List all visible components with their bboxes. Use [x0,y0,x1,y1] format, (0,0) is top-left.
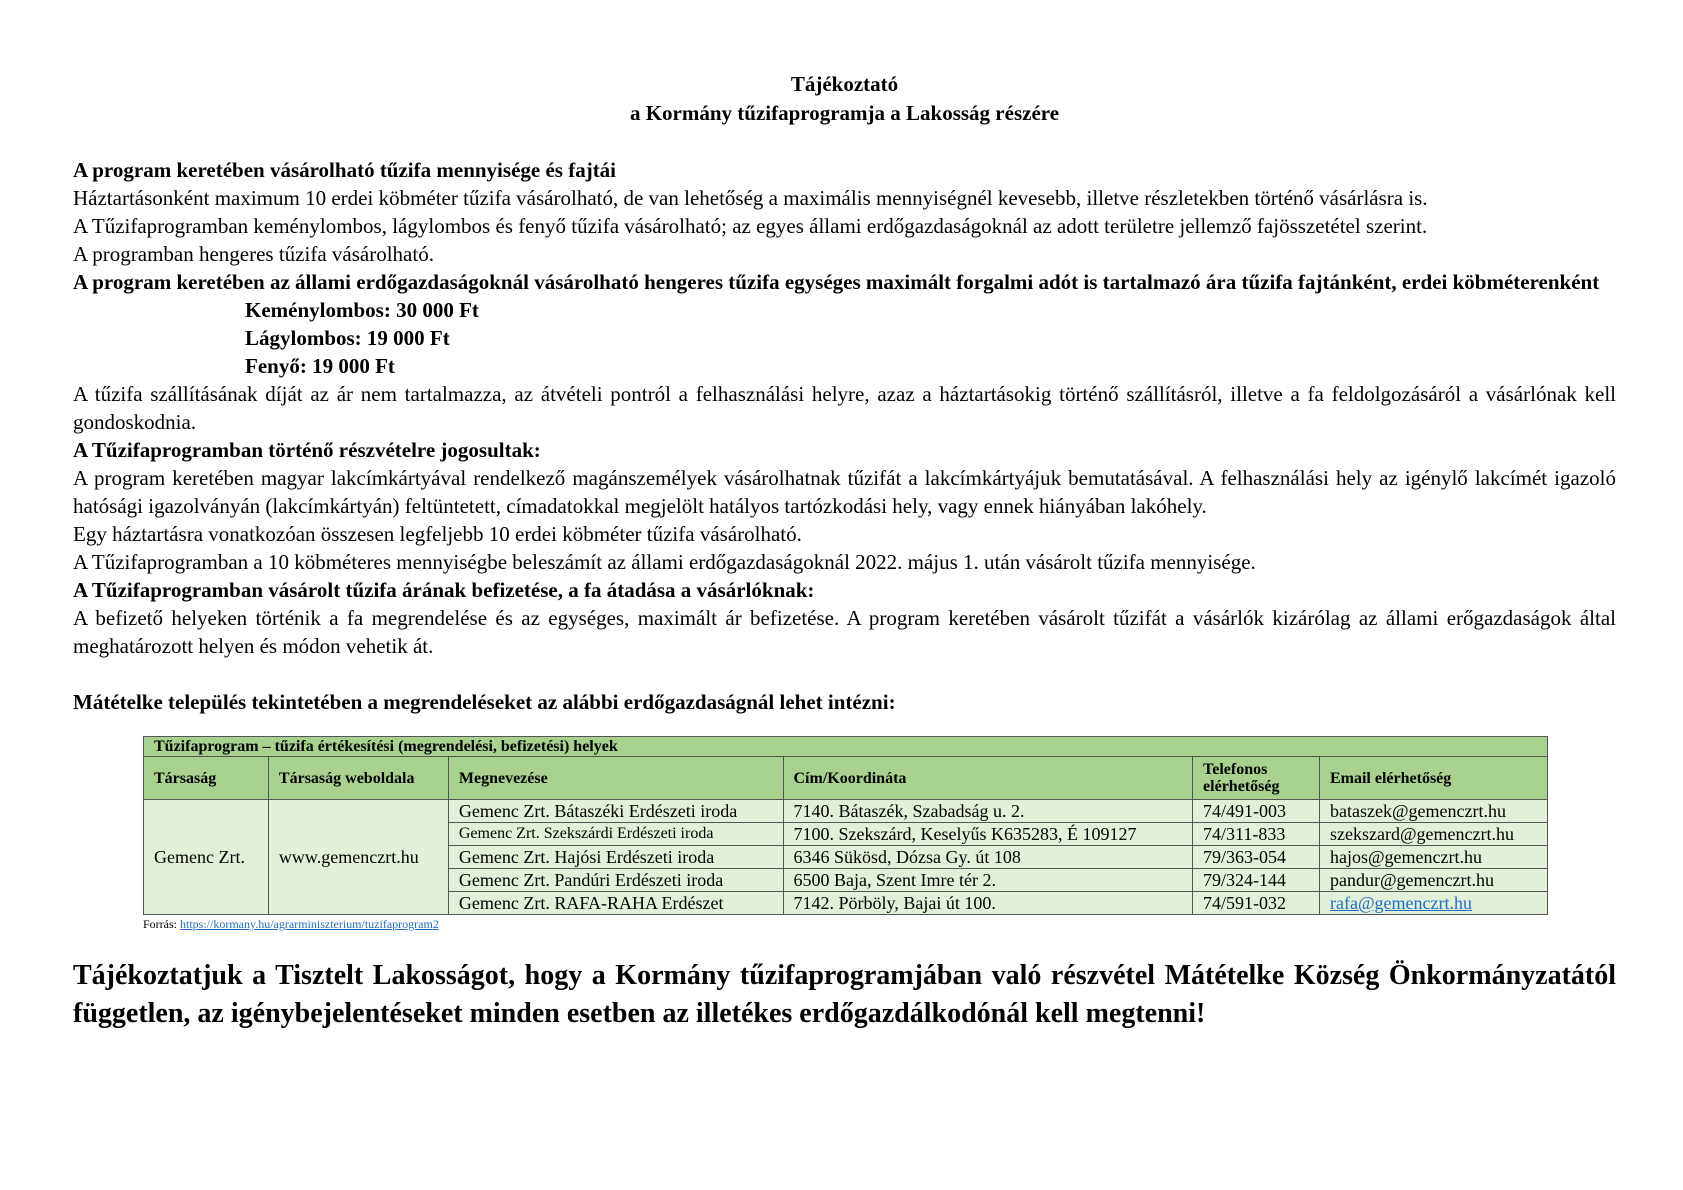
table-header: Cím/Koordináta [783,757,1193,800]
table-header: Társaság [144,757,269,800]
section4-paragraph: A befizető helyeken történik a fa megrendelése és az egységes, maximált ár befizetése. A program keretében vásárolt tűzifát a vásárlók kizárólag az állami erőgazdaságok által meghatározott helyen és módon vehetik át. [73,606,1616,658]
closing-notice: Tájékoztatjuk a Tisztelt Lakosságot, hogy a Kormány tűzifaprogramjában való részvétel Mátételke Község Önkormányzatától független, az igénybejelentéseket minden esetben az illetékes erdőgazdálkodónál kell megtenni! [73,960,1616,1029]
section3-heading: A Tűzifaprogramban történő részvételre jogosultak: [73,438,541,462]
phone-cell: 79/324-144 [1193,869,1320,892]
table-header: Telefonos elérhetőség [1193,757,1320,800]
table-header: Társaság weboldala [268,757,448,800]
price-item: Fenyő: 19 000 Ft [245,354,395,378]
address-cell: 7142. Pörböly, Bajai út 100. [783,892,1193,915]
address-cell: 7140. Bátaszék, Szabadság u. 2. [783,800,1193,823]
section3-paragraph: A program keretében magyar lakcímkártyával rendelkező magánszemélyek vásárolhatnak tűzifát a lakcímkártyájuk bemutatásával. A felhasználási hely az igénylő lakcímét igazoló hatósági igazolványán (lakcímkártyán) feltüntetett, címadatokkal megjelölt hatályos tartózkodási hely, vagy ennek hiányában lakóhely. [73,466,1616,518]
sales-points-table [143,736,1548,915]
section2-paragraph: A tűzifa szállításának díját az ár nem tartalmazza, az átvételi pontról a felhasználási helyre, azaz a háztartásokig történő szállításról, illetve a fa feldolgozásáról a vásárlónak kell gondoskodnia. [73,382,1616,434]
phone-cell: 74/311-833 [1193,823,1320,846]
source-label: Forrás: [143,917,180,931]
office-name-cell: Gemenc Zrt. Bátaszéki Erdészeti iroda [448,800,783,823]
settlement-heading: Mátételke település tekintetében a megrendeléseket az alábbi erdőgazdaságnál lehet intézni: [73,690,896,714]
email-cell: hajos@gemenczrt.hu [1319,846,1547,869]
table-header: Email elérhetőség [1319,757,1547,800]
section2-heading: A program keretében az állami erdőgazdaságoknál vásárolható hengeres tűzifa egységes maximált forgalmi adót is tartalmazó ára tűzifa fajtánként, erdei köbméterenként [73,270,1600,294]
price-item: Lágylombos: 19 000 Ft [245,326,450,350]
phone-cell: 74/491-003 [1193,800,1320,823]
address-cell: 7100. Szekszárd, Keselyűs K635283, É 109127 [783,823,1193,846]
price-item: Keménylombos: 30 000 Ft [245,298,479,322]
section1-paragraph: Háztartásonként maximum 10 erdei köbméter tűzifa vásárolható, de van lehetőség a maximális mennyiségnél kevesebb, illetve részletekben történő vásárlásra is. [73,186,1428,210]
email-cell[interactable] [1319,892,1547,915]
document-title-line1: Tájékoztató [790,72,899,96]
company-cell: Gemenc Zrt. [144,800,269,915]
table-header: Megnevezése [448,757,783,800]
office-name-cell: Gemenc Zrt. Szekszárdi Erdészeti iroda [448,823,783,846]
document-title-line2: a Kormány tűzifaprogramja a Lakosság részére [629,101,1060,125]
website-cell: www.gemenczrt.hu [268,800,448,915]
address-cell: 6500 Baja, Szent Imre tér 2. [783,869,1193,892]
office-name-cell: Gemenc Zrt. Pandúri Erdészeti iroda [448,869,783,892]
email-cell: bataszek@gemenczrt.hu [1319,800,1547,823]
table-caption: Tűzifaprogram – tűzifa értékesítési (megrendelési, befizetési) helyek [144,737,1548,757]
office-name-cell: Gemenc Zrt. RAFA-RAHA Erdészet [448,892,783,915]
office-name-cell: Gemenc Zrt. Hajósi Erdészeti iroda [448,846,783,869]
phone-cell: 79/363-054 [1193,846,1320,869]
email-cell: pandur@gemenczrt.hu [1319,869,1547,892]
address-cell: 6346 Sükösd, Dózsa Gy. út 108 [783,846,1193,869]
phone-cell: 74/591-032 [1193,892,1320,915]
source-link[interactable]: https://kormany.hu/agrarminiszterium/tuzifaprogram2 [180,917,439,931]
source-note [143,917,1616,931]
section3-paragraph: Egy háztartásra vonatkozóan összesen legfeljebb 10 erdei köbméter tűzifa vásárolható. [73,522,802,546]
section1-paragraph: A programban hengeres tűzifa vásárolható. [73,242,434,266]
document-page [73,70,1616,1033]
section3-paragraph: A Tűzifaprogramban a 10 köbméteres mennyiségbe beleszámít az állami erdőgazdaságoknál 2022. május 1. után vásárolt tűzifa mennyisége. [73,550,1256,574]
section4-heading: A Tűzifaprogramban vásárolt tűzifa árának befizetése, a fa átadása a vásárlóknak: [73,578,815,602]
email-link[interactable]: rafa@gemenczrt.hu [1329,893,1472,913]
email-cell: szekszard@gemenczrt.hu [1319,823,1547,846]
table-row [144,800,1548,823]
section1-paragraph: A Tűzifaprogramban keménylombos, lágylombos és fenyő tűzifa vásárolható; az egyes állami erdőgazdaságoknál az adott területre jellemző fajösszetétel szerint. [73,214,1428,238]
section1-heading: A program keretében vásárolható tűzifa mennyisége és fajtái [73,158,617,182]
